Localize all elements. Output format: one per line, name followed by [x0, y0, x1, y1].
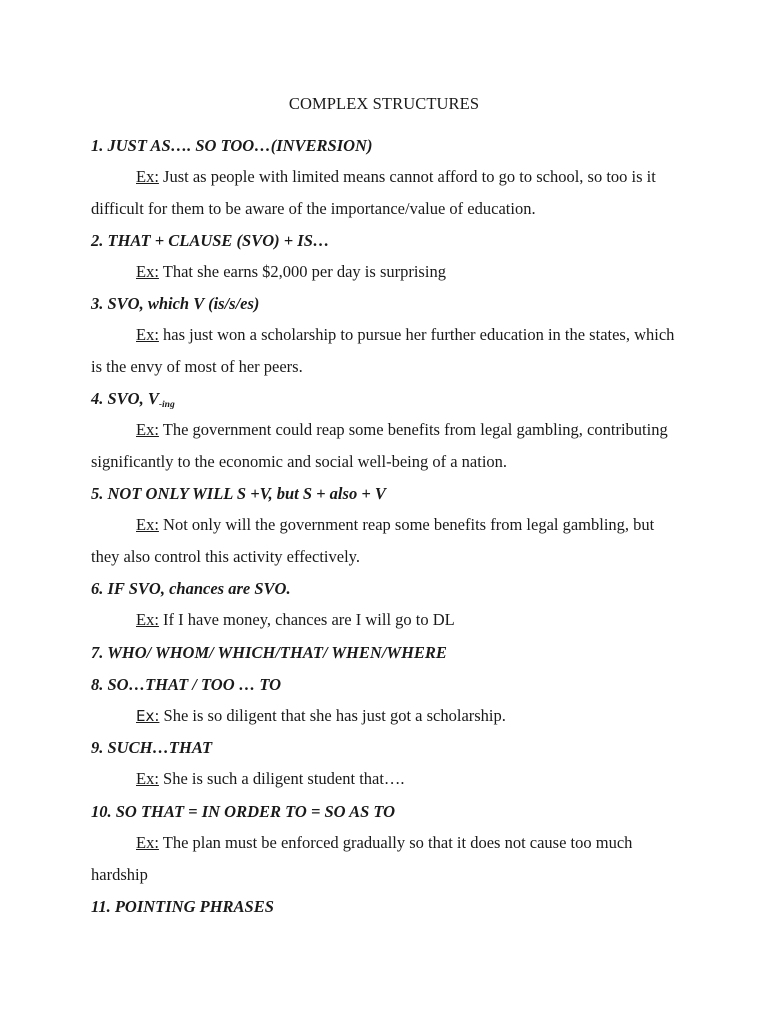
example-paragraph-4	[91, 414, 681, 477]
example-text: She is such a diligent student that….	[163, 769, 405, 788]
section-heading-4	[91, 389, 175, 415]
example-paragraph-10	[91, 827, 681, 890]
section-heading-2: 2. THAT + CLAUSE (SVO) + IS…	[91, 231, 330, 250]
example-text: Not only will the government reap some benefits from legal gambling, but they also control this activity effectively.	[91, 515, 655, 566]
example-paragraph-2	[91, 256, 681, 288]
section-heading-8: 8. SO…THAT / TOO … TO	[91, 675, 282, 694]
example-text: She is so diligent that she has just got a scholarship.	[163, 706, 506, 725]
example-paragraph-6	[91, 604, 681, 636]
example-text: Just as people with limited means cannot afford to go to school, so too is it difficult for them to be aware of the importance/value of education.	[91, 167, 656, 218]
example-text: The government could reap some benefits from legal gambling, contributing significantly to the economic and social well-being of a nation.	[91, 420, 668, 471]
section-heading-5: 5. NOT ONLY WILL S +V, but S + also + V	[91, 484, 386, 503]
example-paragraph-9	[91, 763, 681, 795]
example-label: Ex:	[136, 515, 159, 534]
example-label: Ex:	[136, 420, 159, 439]
example-paragraph-1	[91, 161, 681, 224]
example-label: Ex:	[136, 262, 159, 281]
section-heading-6: 6. IF SVO, chances are SVO.	[91, 579, 291, 598]
section-heading-10: 10. SO THAT = IN ORDER TO = SO AS TO	[91, 802, 396, 821]
example-label: Ex:	[136, 707, 160, 725]
example-label: Ex:	[136, 833, 159, 852]
example-paragraph-5	[91, 509, 681, 572]
example-text: has just won a scholarship to pursue her further education in the states, which is the envy of most of her peers.	[91, 325, 675, 376]
example-text: If I have money, chances are I will go to DL	[163, 610, 455, 629]
section-heading-3: 3. SVO, which V (is/s/es)	[91, 294, 260, 313]
section-heading-1: 1. JUST AS…. SO TOO…(INVERSION)	[91, 136, 373, 155]
example-paragraph-8	[91, 700, 681, 733]
example-paragraph-3	[91, 319, 681, 382]
example-label: Ex:	[136, 167, 159, 186]
heading-subscript: -ing	[158, 400, 175, 410]
example-label: Ex:	[136, 769, 159, 788]
page-title: COMPLEX STRUCTURES	[288, 94, 480, 113]
example-label: Ex:	[136, 610, 159, 629]
section-heading-11: 11. POINTING PHRASES	[91, 897, 274, 916]
section-heading-7: 7. WHO/ WHOM/ WHICH/THAT/ WHEN/WHERE	[91, 643, 447, 662]
example-label: Ex:	[136, 325, 159, 344]
section-heading-9: 9. SUCH…THAT	[91, 738, 213, 757]
heading-text: 4. SVO, V	[91, 389, 159, 408]
example-text: The plan must be enforced gradually so that it does not cause too much hardship	[91, 833, 633, 884]
example-text: That she earns $2,000 per day is surprising	[162, 262, 446, 281]
